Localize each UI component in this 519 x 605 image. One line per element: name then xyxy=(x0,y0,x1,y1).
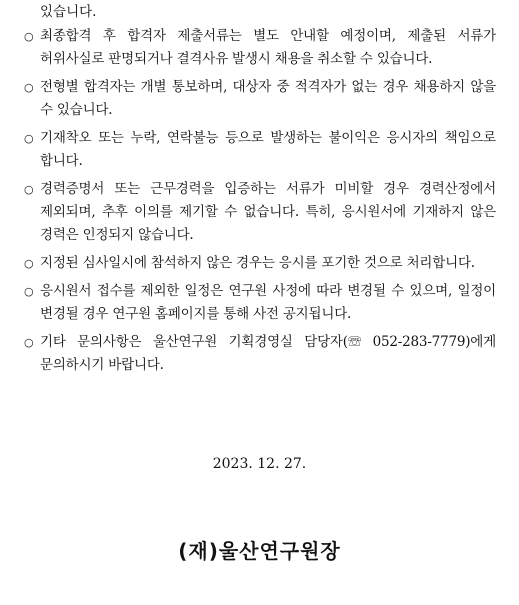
notice-text: 최종합격 후 합격자 제출서류는 별도 안내할 예정이며, 제출된 서류가 허위사실로 판명되거나 결격사유 발생시 채용을 취소할 수 있습니다. xyxy=(40,28,496,67)
circle-bullet-icon: ○ xyxy=(24,336,34,349)
issuer-signature: (재)울산연구원장 xyxy=(178,539,341,563)
circle-bullet-icon: ○ xyxy=(24,132,34,145)
notice-text: 응시원서 접수를 제외한 일정은 연구원 사정에 따라 변경될 수 있으며, 일정이 변경될 경우 연구원 홈페이지를 통해 사전 공지됩니다. xyxy=(40,283,496,322)
notice-item xyxy=(24,25,496,71)
circle-bullet-icon: ○ xyxy=(24,285,34,298)
notice-text: 지정된 심사일시에 참석하지 않은 경우는 응시를 포기한 것으로 처리합니다. xyxy=(40,255,475,271)
notice-item xyxy=(24,331,496,377)
notice-item xyxy=(24,178,496,247)
circle-bullet-icon: ○ xyxy=(24,81,34,94)
notice-item xyxy=(24,127,496,173)
notice-item xyxy=(24,76,496,122)
circle-bullet-icon: ○ xyxy=(24,257,34,270)
notice-text: 기타 문의사항은 울산연구원 기획경영실 담당자(☏ 052-283-7779)에게 문의하시기 바랍니다. xyxy=(40,334,496,373)
continued-text: 있습니다. xyxy=(40,4,97,20)
circle-bullet-icon: ○ xyxy=(24,183,34,196)
notice-text: 경력증명서 또는 근무경력을 입증하는 서류가 미비할 경우 경력산정에서 제외되며, 추후 이의를 제기할 수 없습니다. 특히, 응시원서에 기재하지 않은 경력은 인정되지 않습니다. xyxy=(40,181,496,243)
notice-text: 전형별 합격자는 개별 통보하며, 대상자 중 적격자가 없는 경우 채용하지 않을 수 있습니다. xyxy=(40,79,496,118)
notice-text: 기재착오 또는 누락, 연락불능 등으로 발생하는 불이익은 응시자의 책임으로 합니다. xyxy=(40,130,496,169)
notice-item xyxy=(24,280,496,326)
notice-list xyxy=(24,25,496,382)
circle-bullet-icon: ○ xyxy=(24,30,34,43)
notice-item xyxy=(24,252,496,275)
announcement-date: 2023. 12. 27. xyxy=(212,456,307,472)
